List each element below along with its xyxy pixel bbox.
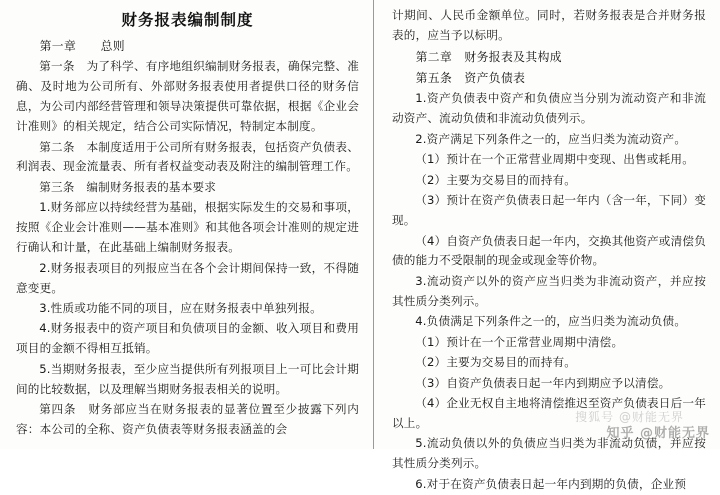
paragraph: （4）企业无权自主地将清偿推迟至资产负债表日后一年以上。 <box>392 396 706 430</box>
paragraph: 第一条 为了科学、有序地组织编制财务报表，确保完整、准确、及时地为公司所有、外部财务报表使用者提供口径的财务信息，为公司内部经营管理和领导决策提供可靠依据，根据《企业会计准则》的相关规定，结合公司实际情况，特制定本制度。 <box>16 59 359 134</box>
paragraph: 6.对于在资产负债表日起一年内到期的负债，企业预 <box>415 476 687 491</box>
paragraph: 5.当期财务报表，至少应当提供所有列报项目上一可比会计期间的比较数据，以及理解当期财务报表相关的说明。 <box>16 361 359 396</box>
left-column <box>0 0 374 449</box>
paragraph: （3）预计在资产负债表日起一年内（含一年，下同）变现。 <box>392 193 706 228</box>
paragraph: 第二条 本制度适用于公司所有财务报表，包括资产负债表、利润表、现金流量表、所有者权益变动表及附注的编制管理工作。 <box>16 139 359 174</box>
chapter-heading: 第二章 财务报表及其构成 <box>415 49 562 64</box>
paragraph: 2.资产满足下列条件之一的，应当归类为流动资产。 <box>415 131 687 146</box>
paragraph: 第四条 财务部应当在财务报表的显著位置至少披露下列内容：本公司的全称、资产负债表等财务报表涵盖的会 <box>16 402 359 437</box>
watermark-secondary: 搜狐号 @财能无界 <box>575 410 684 424</box>
watermark-primary: 知乎 @财能无界 <box>606 426 710 441</box>
paragraph: 第三条 编制财务报表的基本要求 <box>39 179 217 194</box>
paragraph: 2.财务报表项目的列报应当在各个会计期间保持一致，不得随意变更。 <box>16 260 359 295</box>
paragraph: （2）主要为交易目的而持有。 <box>415 172 577 187</box>
section-heading: 第五条 资产负债表 <box>415 71 526 86</box>
paragraph: 3.流动资产以外的资产应当归类为非流动资产，并应按其性质分类列示。 <box>392 273 706 308</box>
right-column <box>374 0 720 491</box>
paragraph: 计期间、人民币金额单位。同时，若财务报表是合并财务报表的，应当予以标明。 <box>392 8 706 42</box>
paragraph: （1）预计在一个正常营业周期中清偿。 <box>415 334 624 349</box>
chapter-heading: 第一章 总则 <box>39 39 125 53</box>
document-title: 财务报表编制制度 <box>121 11 254 29</box>
paragraph: 4.财务报表中的资产项目和负债项目的金额、收入项目和费用项目的金额不得相互抵销。 <box>16 321 359 356</box>
paragraph: 1.资产负债表中资产和负债应当分别为流动资产和非流动资产、流动负债和非流动负债列示。 <box>392 91 706 126</box>
paragraph: 1.财务部应以持续经营为基础，根据实际发生的交易和事项，按照《企业会计准则——基本准则》和其他各项会计准则的规定进行确认和计量，在此基础上编制财务报表。 <box>16 200 359 255</box>
paragraph: （3）自资产负债表日起一年内到期应予以清偿。 <box>415 375 671 390</box>
paragraph: （4）自资产负债表日起一年内，交换其他资产或清偿负债的能力不受限制的现金或现金等价物。 <box>392 233 706 268</box>
paragraph: 5.流动负债以外的负债应当归类为非流动负债，并应按其性质分类列示。 <box>392 436 706 471</box>
paragraph: 4.负债满足下列条件之一的，应当归类为流动负债。 <box>415 314 687 329</box>
paragraph: （1）预计在一个正常营业周期中变现、出售或耗用。 <box>415 152 695 167</box>
paragraph: 3.性质或功能不同的项目，应在财务报表中单独列报。 <box>39 301 322 316</box>
paragraph: （2）主要为交易目的而持有。 <box>415 355 577 370</box>
